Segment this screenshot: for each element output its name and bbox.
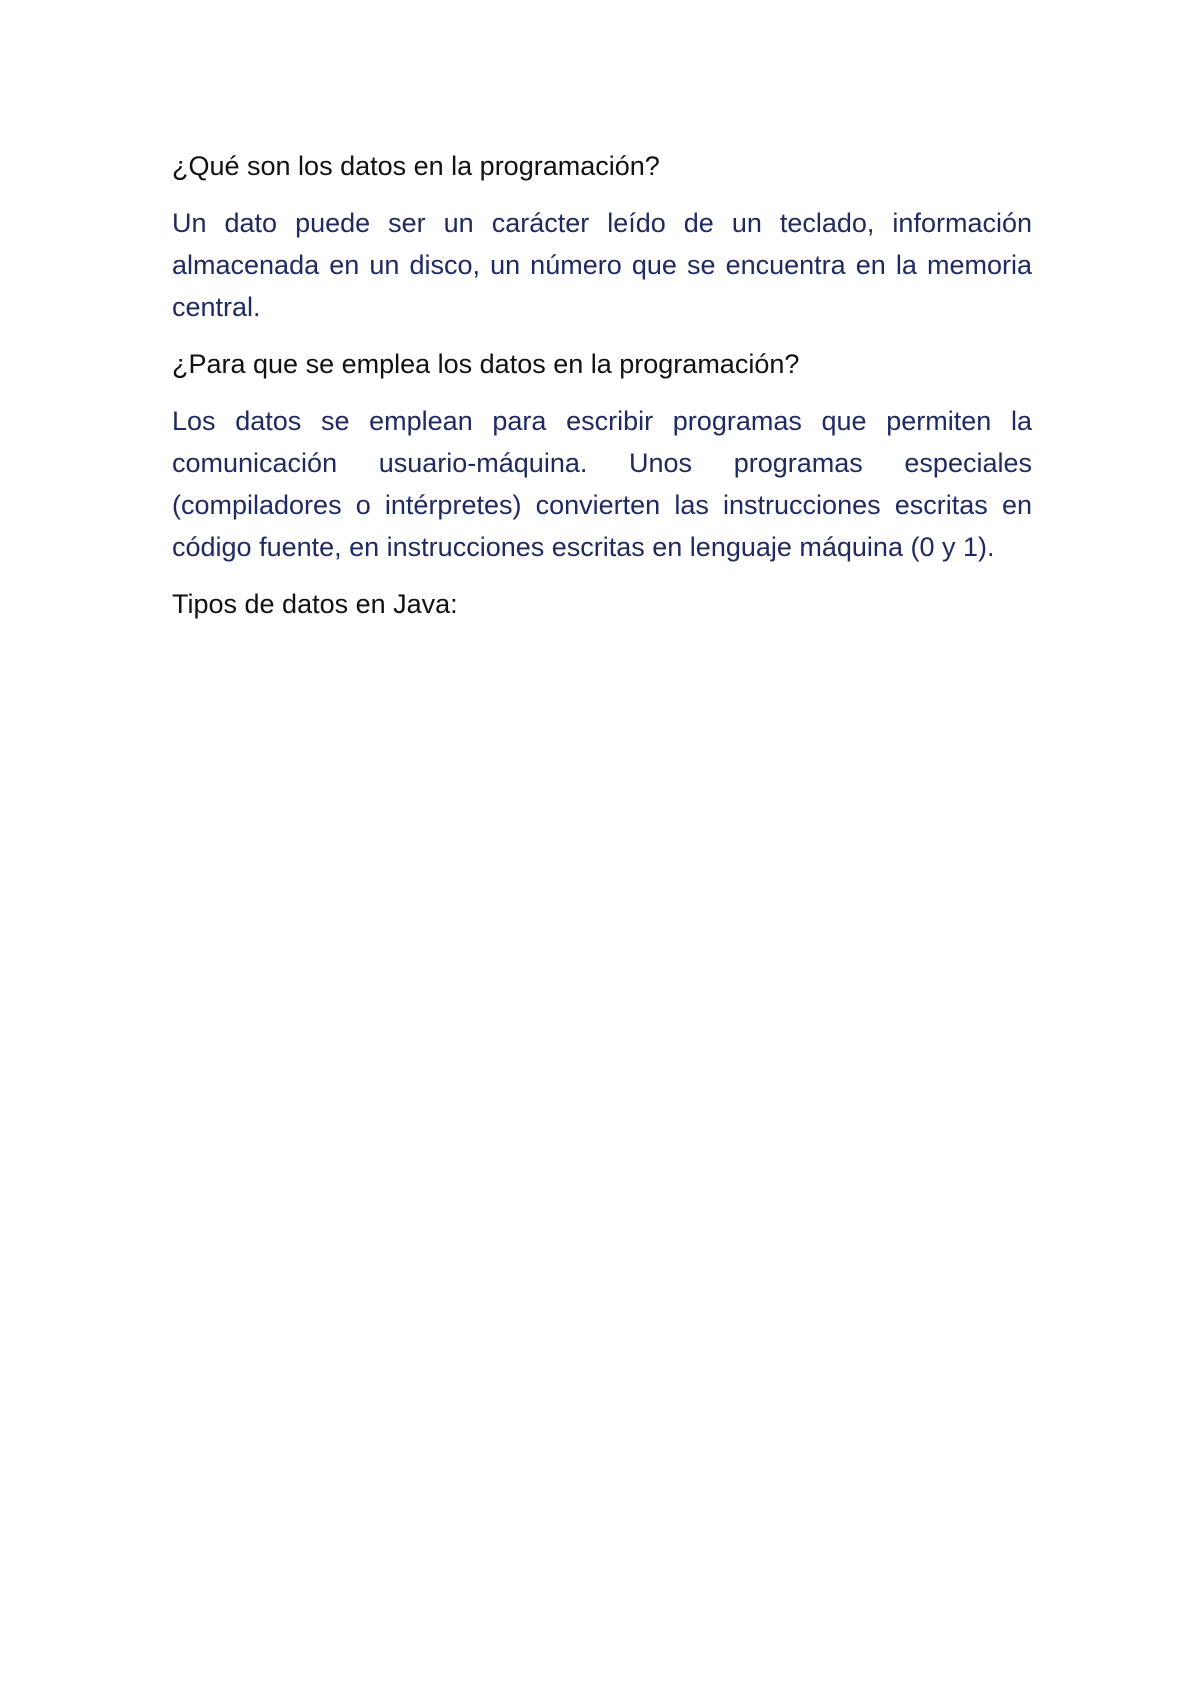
answer-paragraph: Un dato puede ser un carácter leído de un teclado, información almacenada en un disco, un número que se encuentra en la memoria central. bbox=[172, 208, 1032, 322]
question-heading: ¿Para que se emplea los datos en la programación? bbox=[172, 349, 800, 379]
section-heading: Tipos de datos en Java: bbox=[172, 589, 458, 619]
question-heading: ¿Qué son los datos en la programación? bbox=[172, 151, 660, 181]
answer-paragraph: Los datos se emplean para escribir programas que permiten la comunicación usuario-máquina. Unos programas especiales (compiladores o intérpretes) convierten las instrucciones escritas en código fuente, en instrucciones escritas en lenguaje máquina (0 y 1). bbox=[172, 406, 1032, 562]
document-content bbox=[172, 146, 1032, 640]
